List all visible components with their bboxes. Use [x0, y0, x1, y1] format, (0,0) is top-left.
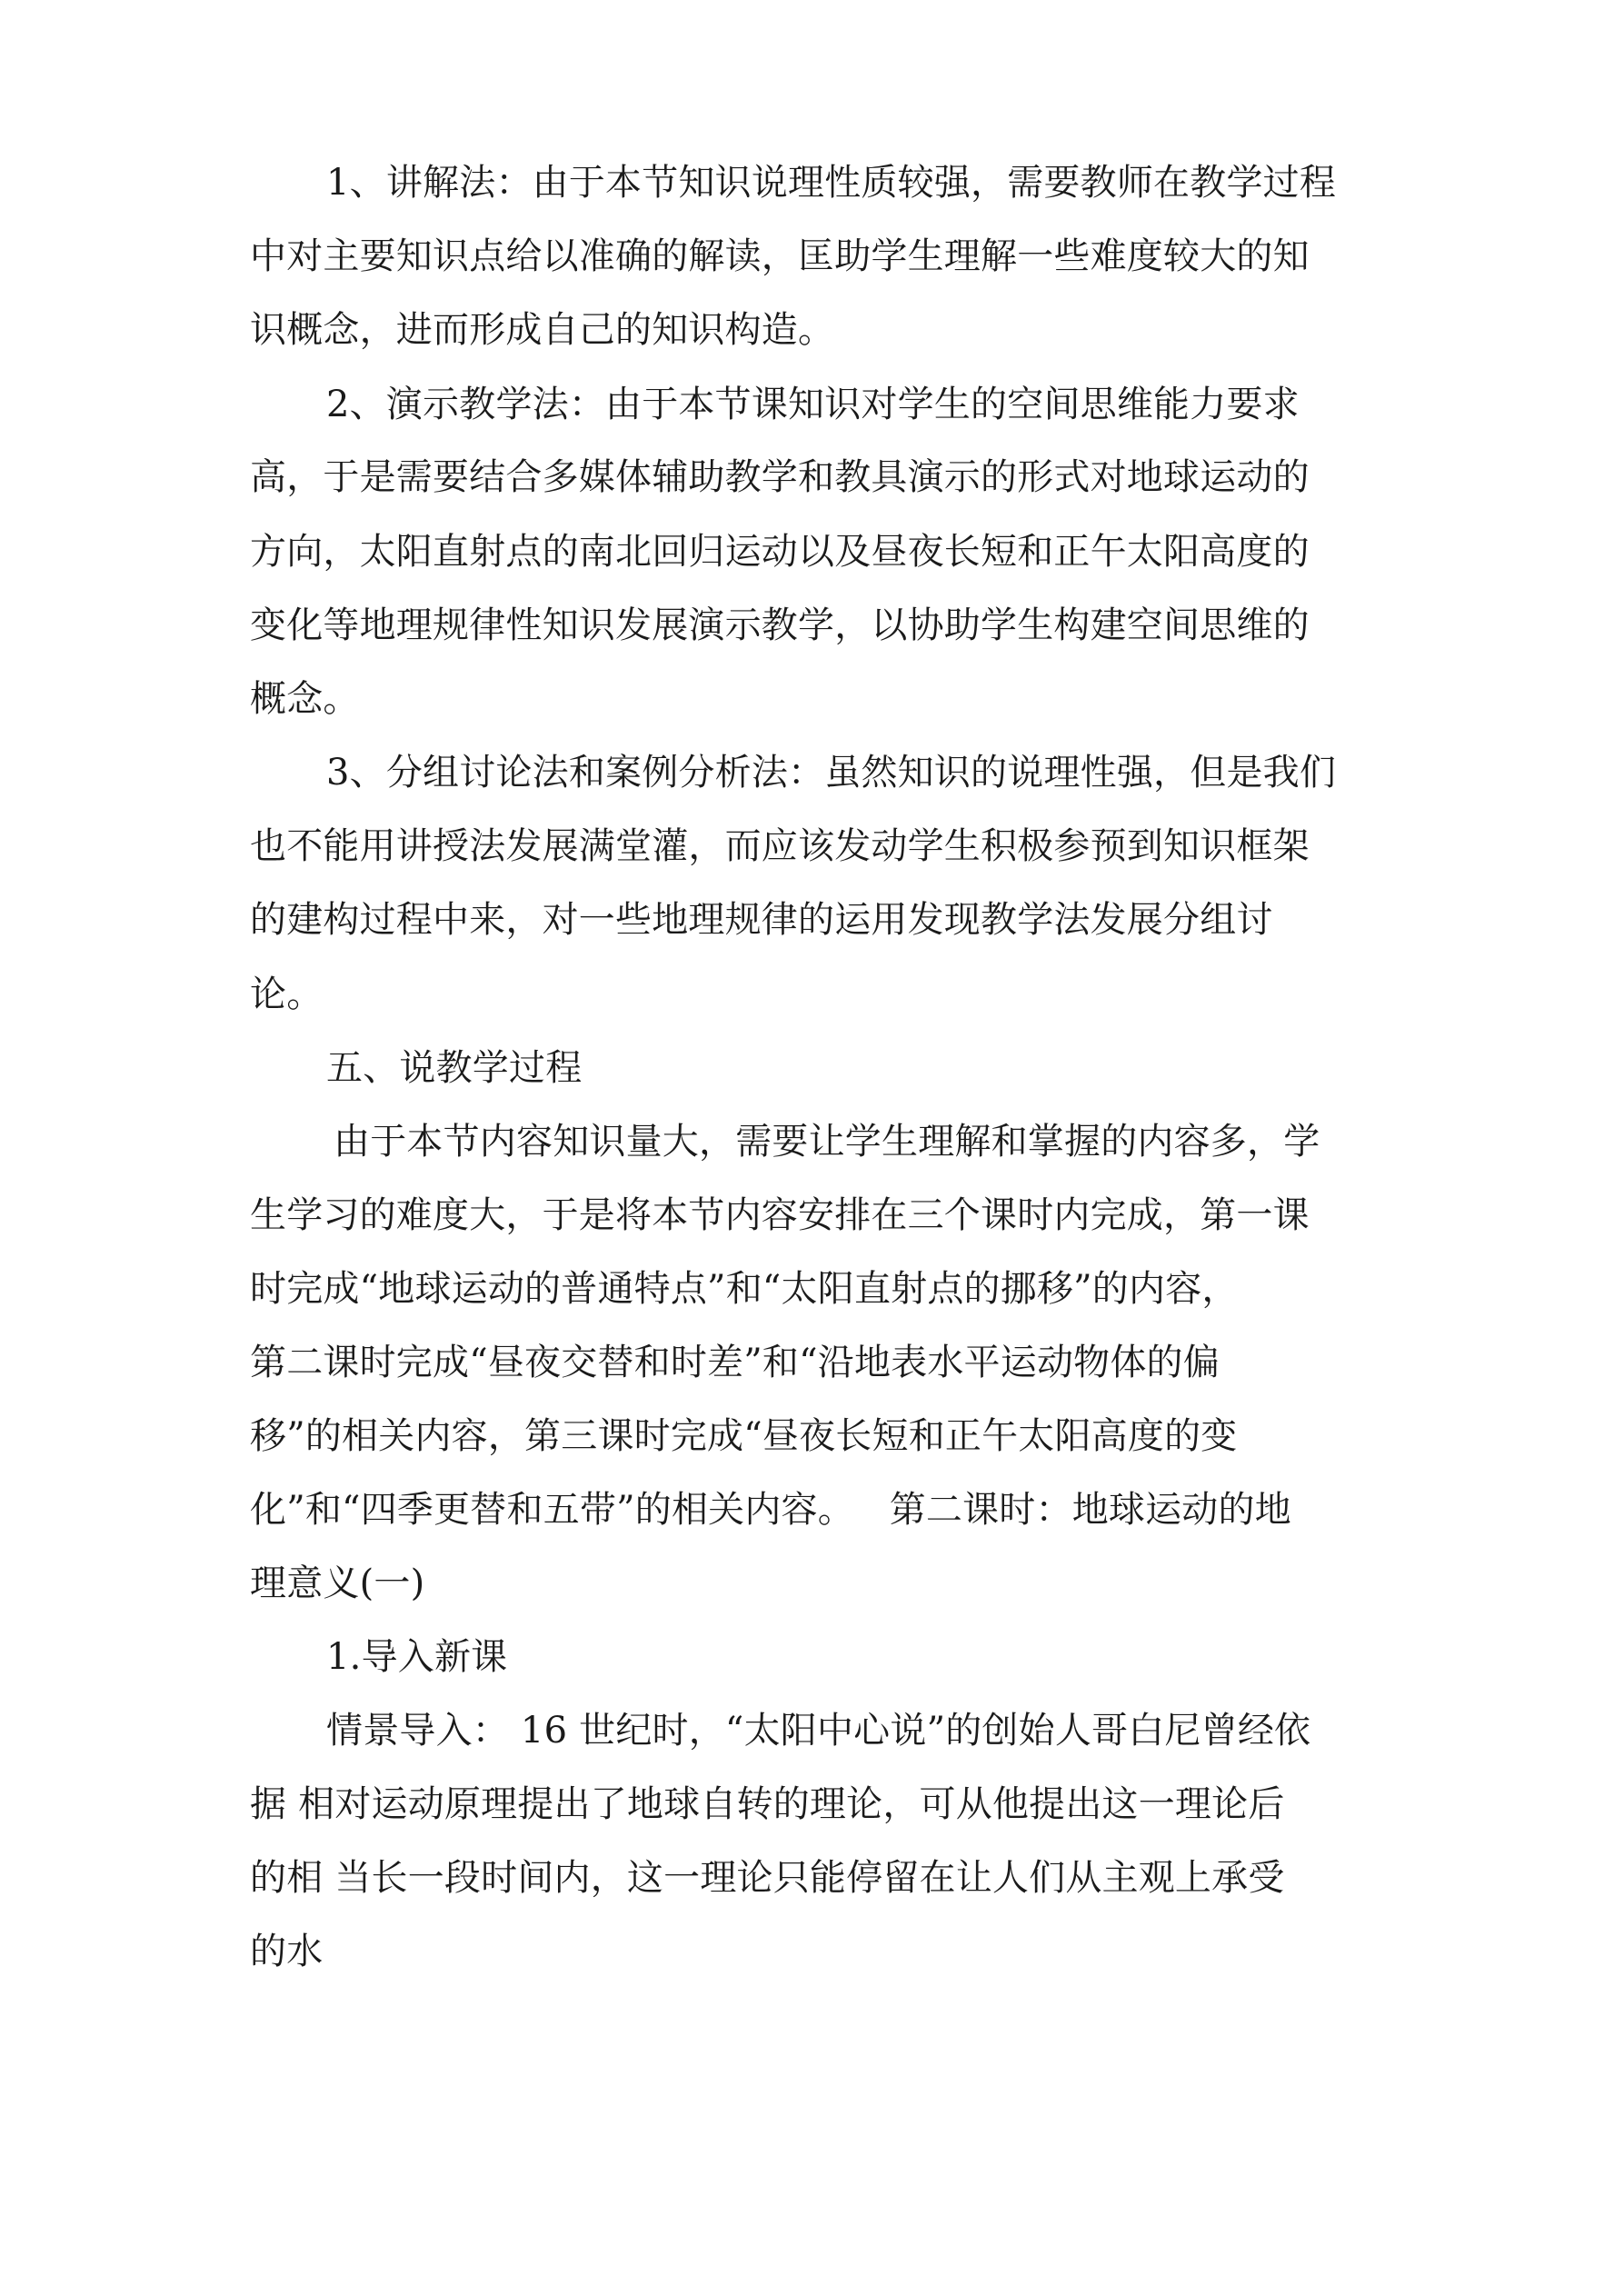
text-line: 情景导入： 16 世纪时，“太阳中心说”的创始人哥白尼曾经依	[326, 1710, 1311, 1752]
text-line: 变化等地理规律性知识发展演示教学，以协助学生构建空间思维的	[250, 604, 1310, 646]
text-line: 高，于是需要结合多媒体辅助教学和教具演示的形式对地球运动的	[250, 456, 1310, 498]
text-line: 生学习的难度大，于是将本节内容安排在三个课时内完成，第一课	[250, 1194, 1310, 1236]
text-line: 论。	[250, 973, 324, 1015]
text-line: 移”的相关内容，第三课时完成“昼夜长短和正午太阳高度的变	[250, 1415, 1238, 1457]
text-line: 3、分组讨论法和案例分析法：虽然知识的说理性强，但是我们	[326, 752, 1337, 794]
text-line: 时完成“地球运动的普通特点”和“太阳直射点的挪移”的内容，	[250, 1268, 1239, 1310]
text-line: 化”和“四季更替和五带”的相关内容。 第二课时：地球运动的地	[250, 1489, 1291, 1531]
text-line: 概念。	[250, 678, 360, 720]
text-line: 2、演示教学法：由于本节课知识对学生的空间思维能力要求	[326, 384, 1300, 425]
text-line: 识概念，进而形成自己的知识构造。	[250, 309, 835, 351]
text-line: 1、讲解法：由于本节知识说理性质较强，需要教师在教学过程	[326, 162, 1337, 204]
text-line: 也不能用讲授法发展满堂灌，而应该发动学生积极参预到知识框架	[250, 825, 1310, 867]
subsection-heading: 1.导入新课	[326, 1636, 508, 1678]
text-line: 的水	[250, 1931, 324, 1972]
text-line: 方向，太阳直射点的南北回归运动以及昼夜长短和正午太阳高度的	[250, 531, 1310, 573]
section-heading: 五、说教学过程	[326, 1047, 583, 1089]
text-line: 的建构过程中来，对一些地理规律的运用发现教学法发展分组讨	[250, 899, 1273, 941]
text-line: 理意义(一)	[250, 1562, 425, 1604]
text-line: 的相 当长一段时间内，这一理论只能停留在让人们从主观上承受	[250, 1857, 1285, 1899]
text-line: 由于本节内容知识量大，需要让学生理解和掌握的内容多，学	[334, 1121, 1320, 1163]
text-line: 中对主要知识点给以准确的解读，匡助学生理解一些难度较大的知	[250, 235, 1310, 277]
text-line: 第二课时完成“昼夜交替和时差”和“沿地表水平运动物体的偏	[250, 1342, 1220, 1383]
text-line: 据 相对运动原理提出了地球自转的理论，可从他提出这一理论后	[250, 1783, 1285, 1825]
